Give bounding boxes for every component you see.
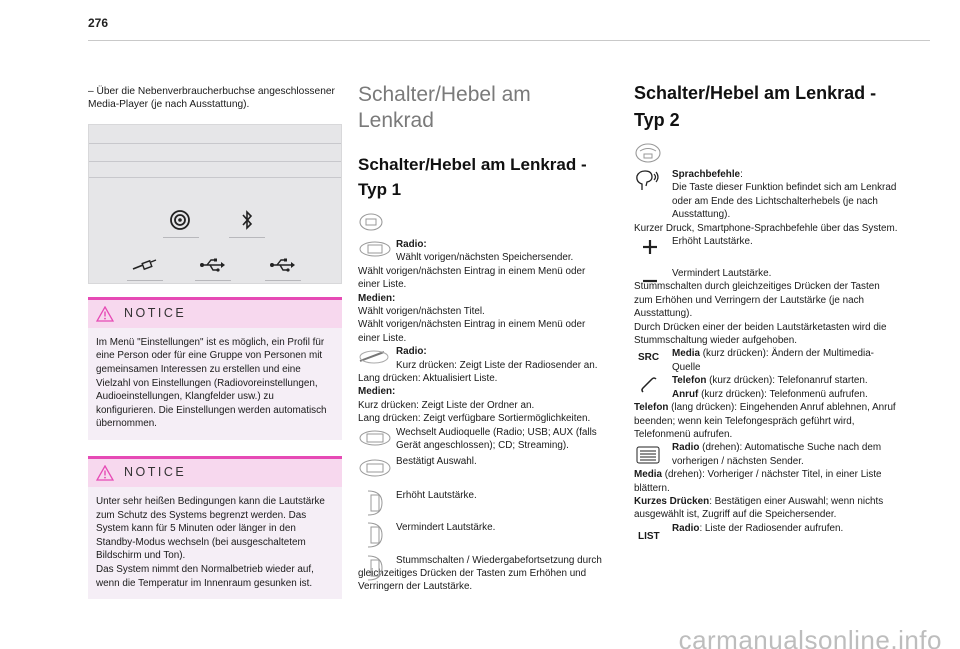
voice-command-icon	[634, 170, 660, 192]
middle-column: Schalter/Hebel am Lenkrad Schalter/Hebel am Lenkrad - Typ 1 Radio: Wählt vorigen/nächsten Speichersender. Wählt vorigen/nächsten Eintrag in einem Menü oder einer Liste. Medien: Wählt vorigen/nächsten Titel. Wählt vorigen/nächsten Eintrag in einem Menü oder einer Liste. Radio: Kurz drücken: Zeigt Liste der Radiosender an. Lang drücken: Aktualisiert Liste. Medien: Kurz drücken: Zeigt Liste der Ordner an. Lang drücken: Zeigt verfügbare Sortiermöglichkeiten. Wechselt Audioquelle (Radio; USB; AUX (falls Gerät angeschlossen); CD; Streaming). Bestätigt Auswahl. Erhöht Lautstärke. Vermindert Lautstärke. Stummschalten / Wiedergabefortsetzung durch gleichzeitiges Drücken der Tasten zum Erhöhen und Verringern der Lautstärke.	[358, 82, 604, 594]
wireless-icon	[167, 207, 193, 233]
page-number: 276	[88, 16, 109, 30]
steering-wheel-icon	[358, 212, 384, 232]
volume-down-control-icon	[364, 521, 386, 549]
steering-control-icon	[358, 240, 392, 258]
phone-icon	[640, 376, 658, 394]
right-column: Schalter/Hebel am Lenkrad - Typ 2 Sprachbefehle: Die Taste dieser Funktion befindet sich am Lenkrad oder am Ende des Lichtschalterhebels (je nach Ausstattung). Kurzer Druck, Smartphone-Sprachbefehle über das System. Erhöht Lautstärke. Vermindert Lautstärke. Stummschalten durch gleichzeitiges Drücken der Tasten zum Erhöhen und Verringern der Lautstärke (je nach Ausstattung). Durch Drücken einer der beiden Lautstärketasten wird die Stummschaltung wieder aufgehoben. SRC Media (kurz drücken): Ändern der Multimedia-Quelle Telefon (kurz drücken): Telefonanruf starten. Anruf (kurz drücken): Telefonmenü aufrufen. Telefon (lang drücken): Eingehenden Anruf ablehnen, Anruf beenden; wenn kein Telefongespräch geführt wird, Telefonmenü aufrufen. Radio (drehen): Automatische Suche nach dem vorherigen / nächsten Sender. Media (drehen): Vorheriger / nächster Titel, in einer Liste blättern. Kurzes Drücken: Bestätigen einer Auswahl; wenn nichts ausgewählt ist, Zugriff auf die Speichersender. LIST Radio: Liste der Radiosender aufrufen.	[634, 83, 898, 542]
notice-text: Unter sehr heißen Bedingungen kann die Lautstärke zum Schutz des Systems begrenzt werden. Das System kann für 5 Minuten oder länger in den Standby-Modus wechseln (bei ausgeschaltetem Bildschirm und Ton).	[96, 495, 325, 562]
notice-title: NOTICE	[124, 306, 187, 321]
mute-control-icon	[364, 554, 386, 582]
aux-cable-icon	[131, 252, 157, 278]
warning-icon	[96, 306, 114, 322]
subsection-heading: Schalter/Hebel am Lenkrad - Typ 2	[634, 83, 877, 130]
steering-lever-icon	[358, 347, 392, 365]
source-button-icon	[358, 428, 392, 448]
media-connections-illustration	[88, 124, 342, 284]
section-heading: Schalter/Hebel am Lenkrad	[358, 83, 531, 132]
usb-icon	[199, 252, 225, 278]
bluetooth-icon	[234, 207, 260, 233]
thumbwheel-icon	[636, 445, 660, 465]
left-column	[88, 85, 342, 599]
intro-text: – Über die Nebenverbraucherbuchse angeschlossener Media-Player (je nach Ausstattung).	[88, 86, 335, 111]
top-divider	[88, 40, 930, 41]
list-button-icon: LIST	[638, 530, 660, 542]
notice-box-profile	[88, 297, 342, 440]
minus-icon	[642, 273, 658, 289]
steering-wheel-icon	[634, 142, 662, 164]
confirm-button-icon	[358, 457, 392, 479]
subsection-heading: Schalter/Hebel am Lenkrad - Typ 1	[358, 155, 587, 199]
warning-icon	[96, 465, 114, 481]
notice-title: NOTICE	[124, 465, 187, 480]
src-button-icon: SRC	[638, 352, 660, 364]
notice-text: Das System nimmt den Normalbetrieb wieder auf, wenn die Temperatur im Innenraum gesunken ist.	[96, 563, 314, 589]
watermark: carmanualsonline.info	[678, 624, 942, 649]
notice-box-temperature	[88, 456, 342, 599]
notice-text: Im Menü "Einstellungen" ist es möglich, ein Profil für eine Person oder für eine Gruppe von Personen mit gemeinsamen Interessen zu erstellen und eine Vielzahl von Einstellungen (Radiovoreinstellungen, Audioeinstellungen, Klangfelder usw.) zu konfigurieren. Die Einstellungen werden automatisch übernommen.	[96, 336, 327, 430]
usb-icon	[269, 252, 295, 278]
plus-icon	[642, 239, 658, 255]
volume-up-control-icon	[364, 489, 386, 517]
